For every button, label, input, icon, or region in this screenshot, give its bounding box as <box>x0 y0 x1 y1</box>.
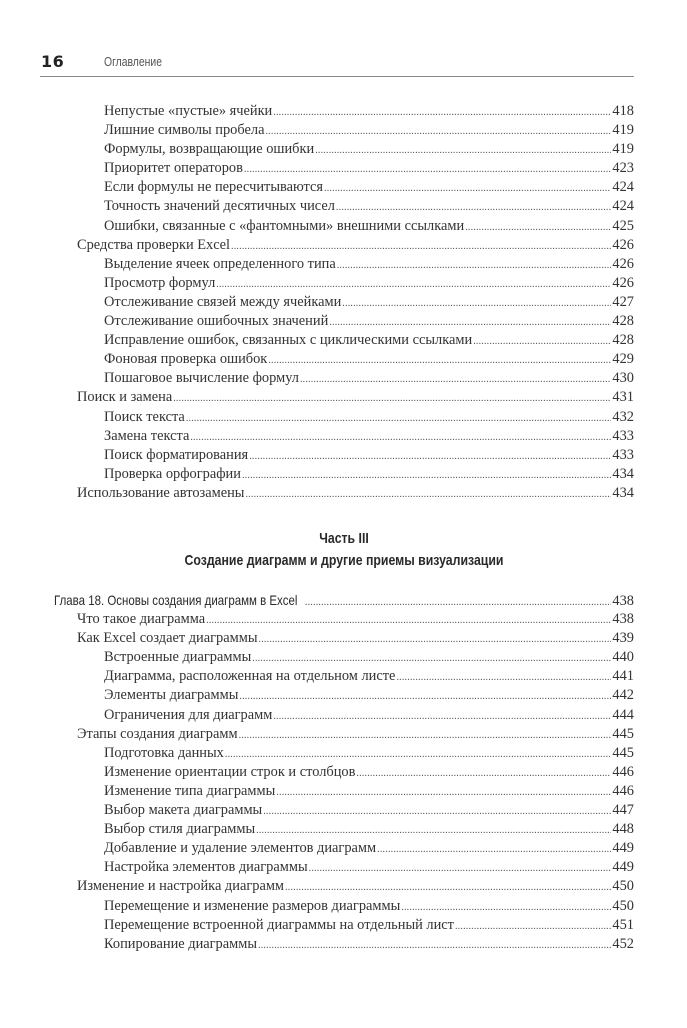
toc-entry-page: 427 <box>612 293 634 310</box>
toc-entry[interactable] <box>54 428 634 447</box>
page-number: 16 <box>41 52 65 71</box>
toc-entry-title: Подготовка данных <box>104 744 224 761</box>
toc-entry[interactable] <box>54 160 634 179</box>
dot-leader <box>242 470 611 481</box>
toc-entry[interactable] <box>54 370 634 389</box>
dot-leader <box>190 432 611 443</box>
toc-entry[interactable] <box>54 745 634 764</box>
toc-entry[interactable] <box>54 466 634 485</box>
toc-entry-title: Лишние символы пробела <box>104 122 265 139</box>
dot-leader <box>265 126 611 137</box>
toc-entry[interactable] <box>54 764 634 783</box>
toc-entry-title: Формулы, возвращающие ошибки <box>104 141 315 158</box>
toc-entry-title: Выбор стиля диаграммы <box>104 821 256 838</box>
toc-entry-page: 426 <box>612 255 634 272</box>
dot-leader <box>315 145 611 156</box>
toc-chapter-entry[interactable] <box>54 592 634 611</box>
dot-leader <box>342 298 611 309</box>
dot-leader <box>268 355 611 366</box>
toc-entry-page: 424 <box>612 179 634 196</box>
toc-entry[interactable] <box>54 726 634 745</box>
part-heading <box>54 530 634 574</box>
toc-entry-title: Поиск текста <box>104 408 185 425</box>
toc-entry[interactable] <box>54 256 634 275</box>
toc-entry-title: Копирование диаграммы <box>104 935 258 952</box>
dot-leader <box>336 202 611 213</box>
toc-entry-title: Перемещение встроенной диаграммы на отдельный лист <box>104 916 454 933</box>
toc-entry[interactable] <box>54 351 634 370</box>
dot-leader <box>186 413 612 424</box>
toc-entry-page: 439 <box>612 630 634 647</box>
toc-entry[interactable] <box>54 859 634 878</box>
toc-entry[interactable] <box>54 275 634 294</box>
toc-entry-page: 430 <box>612 370 634 387</box>
toc-entry[interactable] <box>54 332 634 351</box>
toc-entry-title: Просмотр формул <box>104 274 216 291</box>
toc-entry[interactable] <box>54 141 634 160</box>
dot-leader <box>324 183 611 194</box>
toc-entry[interactable] <box>54 802 634 821</box>
dot-leader <box>473 336 611 347</box>
toc-entry[interactable] <box>54 707 634 726</box>
toc-entry[interactable] <box>54 630 634 649</box>
toc-entry-page: 445 <box>612 744 634 761</box>
toc-entry[interactable] <box>54 917 634 936</box>
dot-leader <box>252 653 611 664</box>
toc-entry-page: 423 <box>612 160 634 177</box>
toc-entry-title: Если формулы не пересчитываются <box>104 179 324 196</box>
page-header <box>40 50 634 77</box>
toc-entry[interactable] <box>54 840 634 859</box>
toc-entry-page: 440 <box>612 649 634 666</box>
dot-leader <box>285 882 611 893</box>
toc-entry-page: 434 <box>612 465 634 482</box>
toc-entry-title: Встроенные диаграммы <box>104 649 252 666</box>
toc-entry[interactable] <box>54 898 634 917</box>
dot-leader <box>337 260 612 271</box>
toc-entry-page: 450 <box>612 878 634 895</box>
toc-entry[interactable] <box>54 103 634 122</box>
toc-entry-title: Отслеживание ошибочных значений <box>104 313 329 330</box>
toc-entry-page: 429 <box>612 351 634 368</box>
toc-entry-title: Выбор макета диаграммы <box>104 802 263 819</box>
toc-entry-page: 419 <box>612 141 634 158</box>
toc-entry-title: Изменение и настройка диаграмм <box>77 878 285 895</box>
dot-leader <box>231 241 611 252</box>
toc-entry-page: 433 <box>612 446 634 463</box>
toc-entry-title: Средства проверки Excel <box>77 236 231 253</box>
toc-section-after <box>54 592 634 955</box>
toc-entry-page: 431 <box>612 389 634 406</box>
dot-leader <box>263 806 611 817</box>
toc-entry-page: 452 <box>612 935 634 952</box>
toc-entry-page: 432 <box>612 408 634 425</box>
toc-entry-title: Изменение ориентации строк и столбцов <box>104 763 356 780</box>
toc-entry-title: Поиск и замена <box>77 389 173 406</box>
toc-entry-title: Непустые «пустые» ячейки <box>104 103 273 119</box>
toc-entry-page: 433 <box>612 427 634 444</box>
dot-leader <box>273 107 611 118</box>
toc-entry-title: Фоновая проверка ошибок <box>104 351 268 368</box>
toc-entry[interactable] <box>54 936 634 955</box>
toc-entry-page: 448 <box>612 821 634 838</box>
toc-entry-page: 434 <box>612 484 634 501</box>
dot-leader <box>258 940 611 951</box>
toc-entry-page: 441 <box>612 668 634 685</box>
dot-leader <box>239 691 611 702</box>
dot-leader <box>173 393 611 404</box>
toc-entry-title: Изменение типа диаграммы <box>104 782 276 799</box>
dot-leader <box>329 317 611 328</box>
toc-entry[interactable] <box>54 878 634 897</box>
toc-entry[interactable] <box>54 783 634 802</box>
toc-entry[interactable] <box>54 179 634 198</box>
dot-leader <box>249 451 611 462</box>
toc-entry[interactable] <box>54 294 634 313</box>
toc-entry-title: Глава 18. Основы создания диаграмм в Excel <box>54 592 298 608</box>
toc-entry-title: Исправление ошибок, связанных с циклическими ссылками <box>104 332 473 349</box>
toc-entry-title: Элементы диаграммы <box>104 687 239 704</box>
toc-entry-title: Поиск форматирования <box>104 446 249 463</box>
dot-leader <box>455 921 611 932</box>
toc-entry[interactable] <box>54 313 634 332</box>
toc-entry-title: Отслеживание связей между ячейками <box>104 293 342 310</box>
dot-leader <box>377 844 611 855</box>
toc-entry-title: Перемещение и изменение размеров диаграммы <box>104 897 401 914</box>
toc-entry-page: 446 <box>612 763 634 780</box>
toc-entry-page: 442 <box>612 687 634 704</box>
toc-entry-title: Выделение ячеек определенного типа <box>104 255 336 272</box>
toc-entry-title: Этапы создания диаграмм <box>77 725 238 742</box>
toc-entry-page: 428 <box>612 313 634 330</box>
toc-entry-page: 444 <box>612 706 634 723</box>
toc-entry-page: 426 <box>612 274 634 291</box>
toc-entry-page: 438 <box>612 593 634 609</box>
toc-entry-title: Добавление и удаление элементов диаграмм <box>104 840 377 857</box>
toc-entry-title: Точность значений десятичных чисел <box>104 198 335 215</box>
part-label: Часть III <box>319 530 369 547</box>
toc-entry[interactable] <box>54 447 634 466</box>
dot-leader <box>259 634 612 645</box>
toc-entry-page: 451 <box>612 916 634 933</box>
toc-entry[interactable] <box>54 122 634 141</box>
toc-entry-title: Приоритет операторов <box>104 160 243 177</box>
toc-entry-page: 447 <box>612 802 634 819</box>
dot-leader <box>216 279 611 290</box>
toc-entry[interactable] <box>54 237 634 256</box>
toc-entry-title: Как Excel создает диаграммы <box>77 630 258 647</box>
dot-leader <box>465 222 611 233</box>
running-title: Оглавление <box>104 54 162 69</box>
toc-entry-page: 445 <box>612 725 634 742</box>
toc-section-before <box>54 103 634 504</box>
toc-entry-page: 446 <box>612 782 634 799</box>
dot-leader <box>305 597 612 608</box>
toc-entry-page: 438 <box>612 611 634 628</box>
part-title: Создание диаграмм и другие приемы визуализации <box>184 552 504 569</box>
toc-entry-title: Ошибки, связанные с «фантомными» внешними ссылками <box>104 217 465 234</box>
dot-leader <box>273 711 611 722</box>
dot-leader <box>276 787 611 798</box>
toc-entry[interactable] <box>54 611 634 630</box>
toc-entry-page: 449 <box>612 840 634 857</box>
dot-leader <box>401 902 611 913</box>
toc-entry-title: Замена текста <box>104 427 190 444</box>
toc-entry[interactable] <box>54 198 634 217</box>
dot-leader <box>309 863 612 874</box>
toc-entry-page: 428 <box>612 332 634 349</box>
toc-entry-page: 424 <box>612 198 634 215</box>
dot-leader <box>225 749 612 760</box>
toc-entry[interactable] <box>54 409 634 428</box>
dot-leader <box>356 768 611 779</box>
toc-entry[interactable] <box>54 485 634 504</box>
toc-entry-title: Использование автозамены <box>77 484 245 501</box>
toc-entry-page: 418 <box>612 103 634 119</box>
toc-entry[interactable] <box>54 649 634 668</box>
dot-leader <box>206 615 611 626</box>
toc-entry-title: Пошаговое вычисление формул <box>104 370 299 387</box>
toc-entry-page: 450 <box>612 897 634 914</box>
toc-entry-page: 425 <box>612 217 634 234</box>
dot-leader <box>396 672 611 683</box>
dot-leader <box>256 825 611 836</box>
toc-entry-title: Проверка орфографии <box>104 465 241 482</box>
toc-entry-title: Диаграмма, расположенная на отдельном листе <box>104 668 396 685</box>
dot-leader <box>300 374 611 385</box>
toc-entry-page: 449 <box>612 859 634 876</box>
toc-entry-title: Настройка элементов диаграммы <box>104 859 308 876</box>
toc-entry[interactable] <box>54 687 634 706</box>
toc-entry[interactable] <box>54 668 634 687</box>
dot-leader <box>239 730 612 741</box>
toc-entry-title: Что такое диаграмма <box>77 611 206 628</box>
dot-leader <box>244 164 611 175</box>
toc-entry-page: 426 <box>612 236 634 253</box>
dot-leader <box>245 489 611 500</box>
toc-entry[interactable] <box>54 218 634 237</box>
toc-entry-title: Ограничения для диаграмм <box>104 706 273 723</box>
toc-entry[interactable] <box>54 389 634 408</box>
toc-entry[interactable] <box>54 821 634 840</box>
toc-entry-page: 419 <box>612 122 634 139</box>
